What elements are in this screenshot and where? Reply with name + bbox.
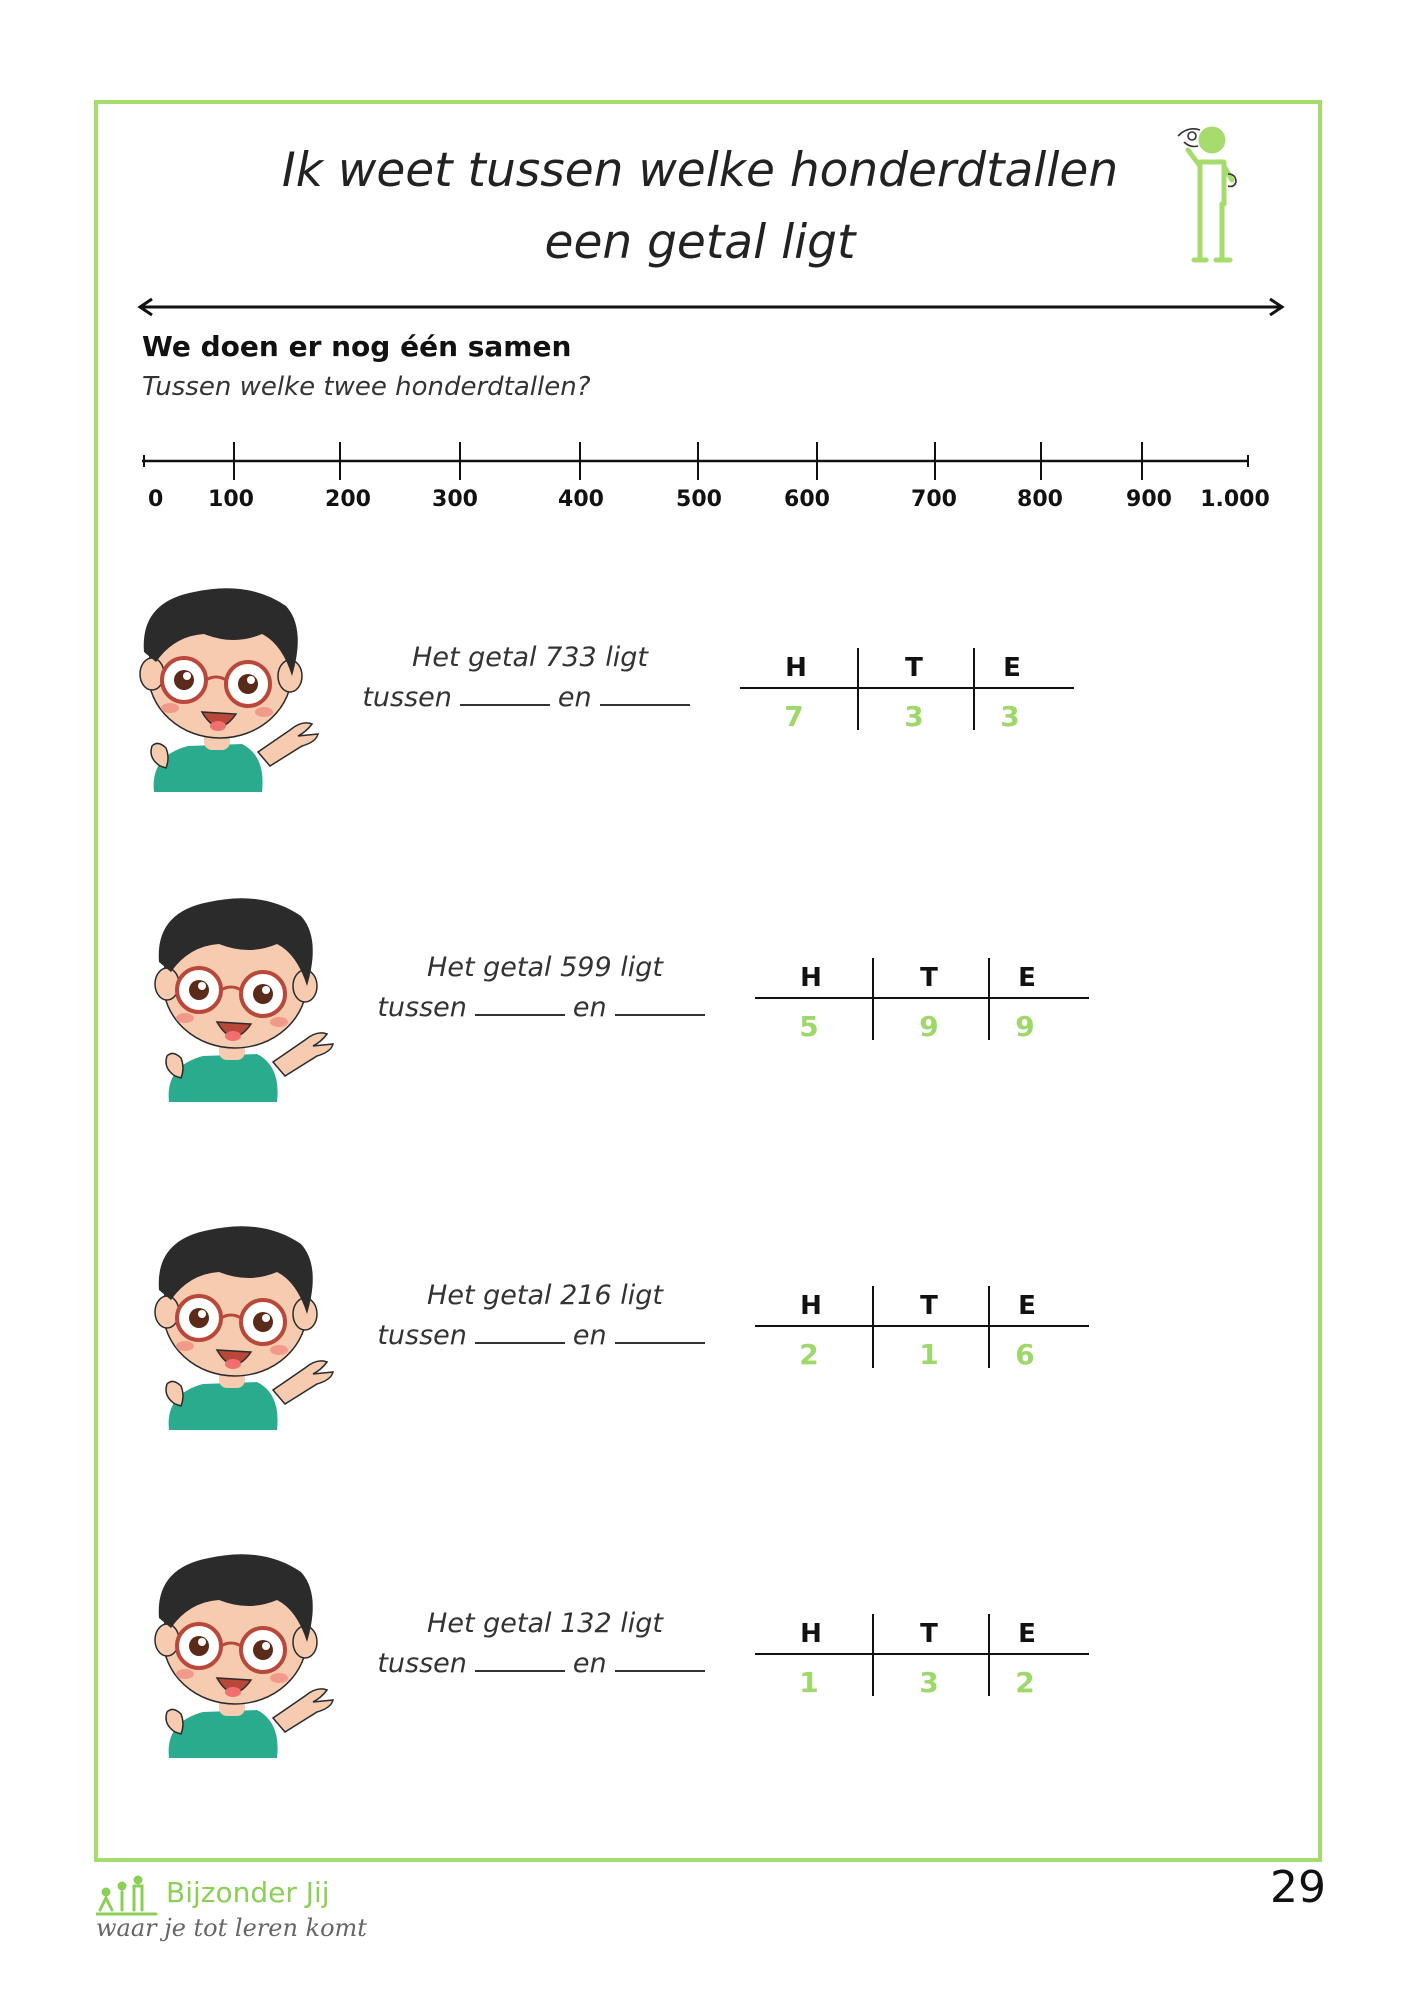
exercise-row	[0, 580, 1414, 840]
number-line	[130, 430, 1290, 520]
exercise-sentence	[335, 1604, 755, 1684]
brand-tagline: waar je tot leren komt	[96, 1914, 367, 1942]
section-heading: We doen er nog één samen	[142, 330, 572, 363]
answer-blank-upper[interactable]	[615, 1318, 705, 1344]
exercise-prompt: Het getal 132 ligt	[427, 1608, 663, 1639]
child-with-glasses-illustration	[145, 1546, 345, 1776]
hte-digit-t: 1	[919, 1338, 939, 1371]
word-tussen: tussen	[377, 1648, 467, 1679]
exercise-sentence	[335, 948, 755, 1028]
number-line-label: 300	[432, 487, 478, 512]
hte-digit-h: 5	[799, 1010, 819, 1043]
number-line-label: 400	[558, 487, 604, 512]
hte-header-t: T	[920, 1291, 938, 1321]
hte-header-h: H	[800, 1619, 822, 1649]
word-tussen: tussen	[377, 992, 467, 1023]
hte-header-h: H	[800, 1291, 822, 1321]
exercise-sentence	[320, 638, 740, 718]
page-title	[200, 135, 1200, 279]
child-with-glasses-illustration	[145, 890, 345, 1120]
hte-digit-t: 3	[919, 1666, 939, 1699]
hte-header-h: H	[800, 963, 822, 993]
exercise-prompt: Het getal 216 ligt	[427, 1280, 663, 1311]
number-line-label: 800	[1017, 487, 1063, 512]
hte-header-e: E	[1018, 963, 1036, 993]
hte-header-t: T	[905, 653, 923, 683]
exercise-row	[0, 890, 1414, 1150]
exercise-answer-line	[335, 1644, 755, 1684]
number-line-label: 900	[1126, 487, 1172, 512]
answer-blank-upper[interactable]	[615, 1646, 705, 1672]
exercise-prompt: Het getal 599 ligt	[427, 952, 663, 983]
exercise-answer-line	[320, 678, 740, 718]
child-with-glasses-illustration	[145, 1218, 345, 1448]
number-line-label: 600	[784, 487, 830, 512]
exercise-sentence	[335, 1276, 755, 1356]
answer-blank-lower[interactable]	[475, 1318, 565, 1344]
answer-blank-lower[interactable]	[475, 990, 565, 1016]
number-line-label: 0	[148, 487, 164, 512]
answer-blank-upper[interactable]	[615, 990, 705, 1016]
hte-digit-e: 3	[1000, 700, 1020, 733]
word-tussen: tussen	[362, 682, 452, 713]
brand-name: Bijzonder Jij	[166, 1876, 330, 1909]
hte-digit-h: 2	[799, 1338, 819, 1371]
word-en: en	[572, 1320, 607, 1351]
thinking-figure-icon	[1170, 122, 1250, 267]
number-line-label: 100	[208, 487, 254, 512]
number-line-label: 700	[911, 487, 957, 512]
exercise-row	[0, 1218, 1414, 1478]
hte-place-value-table	[740, 642, 1080, 742]
hte-digit-e: 6	[1015, 1338, 1035, 1371]
hte-digit-t: 3	[904, 700, 924, 733]
hte-header-t: T	[920, 963, 938, 993]
section-subheading: Tussen welke twee honderdtallen?	[142, 372, 591, 402]
hte-header-e: E	[1003, 653, 1021, 683]
title-line-2: een getal ligt	[544, 215, 856, 270]
word-en: en	[557, 682, 592, 713]
hte-place-value-table	[755, 952, 1095, 1052]
answer-blank-lower[interactable]	[475, 1646, 565, 1672]
hte-place-value-table	[755, 1608, 1095, 1708]
divider-arrow	[136, 295, 1286, 319]
bijzonder-jij-logo-icon	[96, 1872, 160, 1918]
word-tussen: tussen	[377, 1320, 467, 1351]
hte-header-h: H	[785, 653, 807, 683]
hte-digit-e: 9	[1015, 1010, 1035, 1043]
hte-digit-h: 1	[799, 1666, 819, 1699]
word-en: en	[572, 1648, 607, 1679]
hte-header-t: T	[920, 1619, 938, 1649]
exercise-answer-line	[335, 1316, 755, 1356]
hte-digit-h: 7	[784, 700, 804, 733]
hte-digit-e: 2	[1015, 1666, 1035, 1699]
hte-place-value-table	[755, 1280, 1095, 1380]
hte-header-e: E	[1018, 1291, 1036, 1321]
title-line-1: Ik weet tussen welke honderdtallen	[281, 143, 1119, 198]
page-number: 29	[1270, 1862, 1326, 1913]
number-line-label: 500	[676, 487, 722, 512]
number-line-label: 200	[325, 487, 371, 512]
child-with-glasses-illustration	[130, 580, 330, 810]
hte-digit-t: 9	[919, 1010, 939, 1043]
answer-blank-lower[interactable]	[460, 680, 550, 706]
word-en: en	[572, 992, 607, 1023]
exercise-prompt: Het getal 733 ligt	[412, 642, 648, 673]
hte-header-e: E	[1018, 1619, 1036, 1649]
exercise-row	[0, 1546, 1414, 1806]
number-line-label: 1.000	[1200, 487, 1270, 512]
exercise-answer-line	[335, 988, 755, 1028]
answer-blank-upper[interactable]	[600, 680, 690, 706]
